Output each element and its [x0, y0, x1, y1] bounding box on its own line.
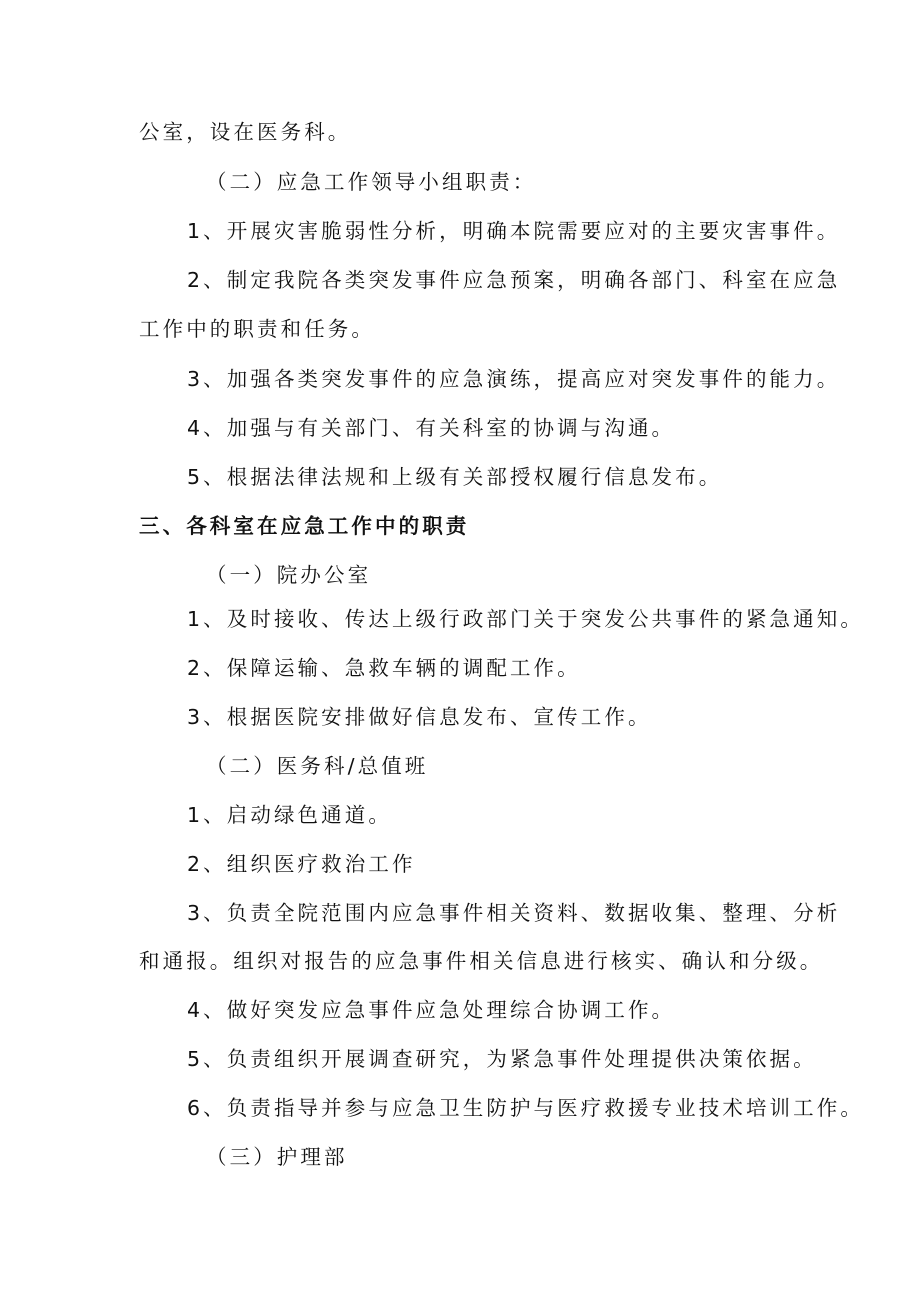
- list-item: 3、负责全院范围内应急事件相关资料、数据收集、整理、分析: [187, 901, 841, 925]
- subsection-heading: （一）院办公室: [206, 563, 372, 587]
- section-heading: 三、各科室在应急工作中的职责: [139, 514, 470, 538]
- subsection-heading: （二）医务科/总值班: [206, 754, 429, 778]
- list-item: 1、启动绿色通道。: [187, 803, 392, 827]
- list-item: 3、根据医院安排做好信息发布、宣传工作。: [187, 705, 652, 729]
- list-item-continuation: 工作中的职责和任务。: [139, 317, 375, 341]
- list-item: 3、加强各类突发事件的应急演练，提高应对突发事件的能力。: [187, 367, 841, 391]
- list-item: 5、负责组织开展调查研究，为紧急事件处理提供决策依据。: [187, 1047, 817, 1071]
- list-item: 2、制定我院各类突发事件应急预案，明确各部门、科室在应急: [187, 268, 841, 292]
- list-item-continuation: 和通报。组织对报告的应急事件相关信息进行核实、确认和分级。: [139, 949, 824, 973]
- list-item: 4、加强与有关部门、有关科室的协调与沟通。: [187, 416, 676, 440]
- paragraph-continuation: 公室，设在医务科。: [139, 120, 352, 144]
- list-item: 2、组织医疗救治工作: [187, 852, 416, 876]
- list-item: 1、及时接收、传达上级行政部门关于突发公共事件的紧急通知。: [187, 607, 864, 631]
- list-item: 2、保障运输、急救车辆的调配工作。: [187, 656, 581, 680]
- list-item: 5、根据法律法规和上级有关部授权履行信息发布。: [187, 465, 723, 489]
- subsection-heading: （三）护理部: [206, 1145, 348, 1169]
- list-item: 1、开展灾害脆弱性分析，明确本院需要应对的主要灾害事件。: [187, 219, 841, 243]
- list-item: 6、负责指导并参与应急卫生防护与医疗救援专业技术培训工作。: [187, 1096, 864, 1120]
- subsection-heading: （二）应急工作领导小组职责：: [206, 170, 537, 194]
- list-item: 4、做好突发应急事件应急处理综合协调工作。: [187, 998, 676, 1022]
